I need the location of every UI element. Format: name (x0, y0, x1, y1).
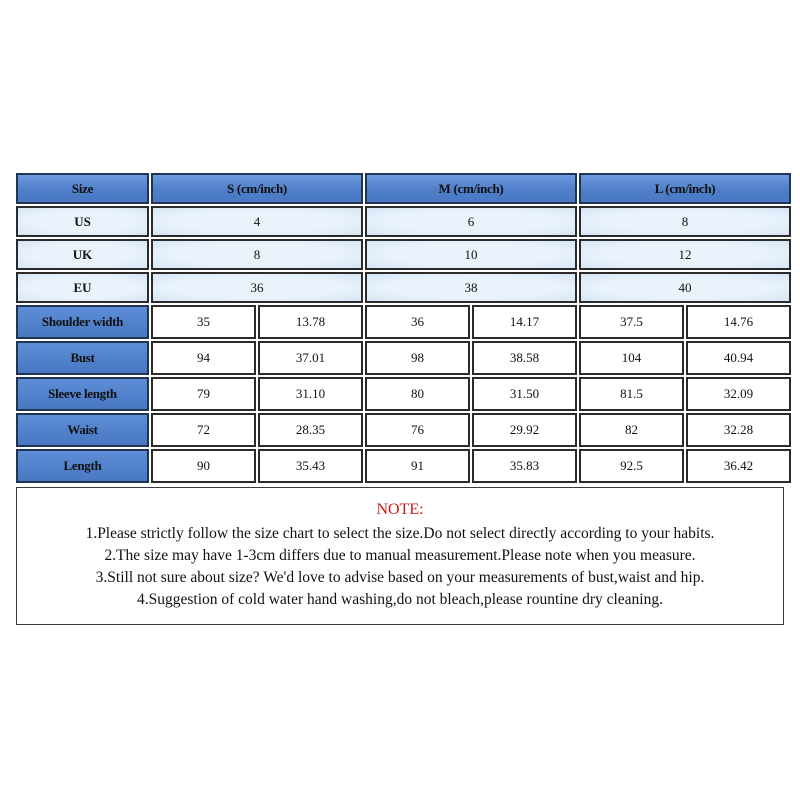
cell-s: 4 (151, 206, 363, 237)
header-row (16, 173, 791, 204)
cell-l-inch: 32.28 (686, 413, 791, 447)
cell-l-cm: 37.5 (579, 305, 684, 339)
cell-l-cm: 104 (579, 341, 684, 375)
cell-l-cm: 81.5 (579, 377, 684, 411)
cell-m-cm: 76 (365, 413, 470, 447)
row-label: Length (16, 449, 149, 483)
row-label: Bust (16, 341, 149, 375)
header-s: S (cm/inch) (151, 173, 363, 204)
row-shoulder-width (16, 305, 791, 339)
row-label: Shoulder width (16, 305, 149, 339)
row-sleeve-length (16, 377, 791, 411)
cell-m-inch: 29.92 (472, 413, 577, 447)
row-label: US (16, 206, 149, 237)
cell-s-inch: 28.35 (258, 413, 363, 447)
note-box (16, 487, 784, 625)
row-eu (16, 272, 791, 303)
cell-m: 10 (365, 239, 577, 270)
row-label: Waist (16, 413, 149, 447)
cell-l-inch: 40.94 (686, 341, 791, 375)
cell-l: 8 (579, 206, 791, 237)
cell-s-inch: 13.78 (258, 305, 363, 339)
note-line-1: 1.Please strictly follow the size chart to select the size.Do not select directly according to your habits. (85, 525, 715, 542)
note-line-4: 4.Suggestion of cold water hand washing,do not bleach,please rountine dry cleaning. (136, 591, 663, 608)
cell-l-cm: 82 (579, 413, 684, 447)
header-m: M (cm/inch) (365, 173, 577, 204)
cell-l: 12 (579, 239, 791, 270)
row-bust (16, 341, 791, 375)
cell-l-inch: 14.76 (686, 305, 791, 339)
cell-m: 38 (365, 272, 577, 303)
cell-s-cm: 72 (151, 413, 256, 447)
cell-s-cm: 90 (151, 449, 256, 483)
note-line-2: 2.The size may have 1-3cm differs due to manual measurement.Please note when you measure. (104, 547, 696, 564)
cell-l: 40 (579, 272, 791, 303)
header-size: Size (16, 173, 149, 204)
note-line-3: 3.Still not sure about size? We'd love to advise based on your measurements of bust,waist and hip. (95, 569, 705, 586)
cell-s-inch: 35.43 (258, 449, 363, 483)
cell-m-cm: 36 (365, 305, 470, 339)
row-uk (16, 239, 791, 270)
cell-s-cm: 79 (151, 377, 256, 411)
cell-s: 8 (151, 239, 363, 270)
row-label: UK (16, 239, 149, 270)
cell-m-cm: 98 (365, 341, 470, 375)
cell-m: 6 (365, 206, 577, 237)
cell-m-inch: 14.17 (472, 305, 577, 339)
cell-m-cm: 80 (365, 377, 470, 411)
cell-s-inch: 31.10 (258, 377, 363, 411)
size-chart (16, 171, 784, 625)
row-label: Sleeve length (16, 377, 149, 411)
row-waist (16, 413, 791, 447)
cell-m-inch: 38.58 (472, 341, 577, 375)
cell-s-cm: 94 (151, 341, 256, 375)
cell-s-inch: 37.01 (258, 341, 363, 375)
cell-l-cm: 92.5 (579, 449, 684, 483)
cell-m-inch: 31.50 (472, 377, 577, 411)
cell-l-inch: 36.42 (686, 449, 791, 483)
cell-s-cm: 35 (151, 305, 256, 339)
row-length (16, 449, 791, 483)
cell-l-inch: 32.09 (686, 377, 791, 411)
cell-s: 36 (151, 272, 363, 303)
row-us (16, 206, 791, 237)
row-label: EU (16, 272, 149, 303)
header-l: L (cm/inch) (579, 173, 791, 204)
cell-m-cm: 91 (365, 449, 470, 483)
note-title: NOTE: (376, 501, 424, 518)
cell-m-inch: 35.83 (472, 449, 577, 483)
size-table (14, 171, 793, 485)
